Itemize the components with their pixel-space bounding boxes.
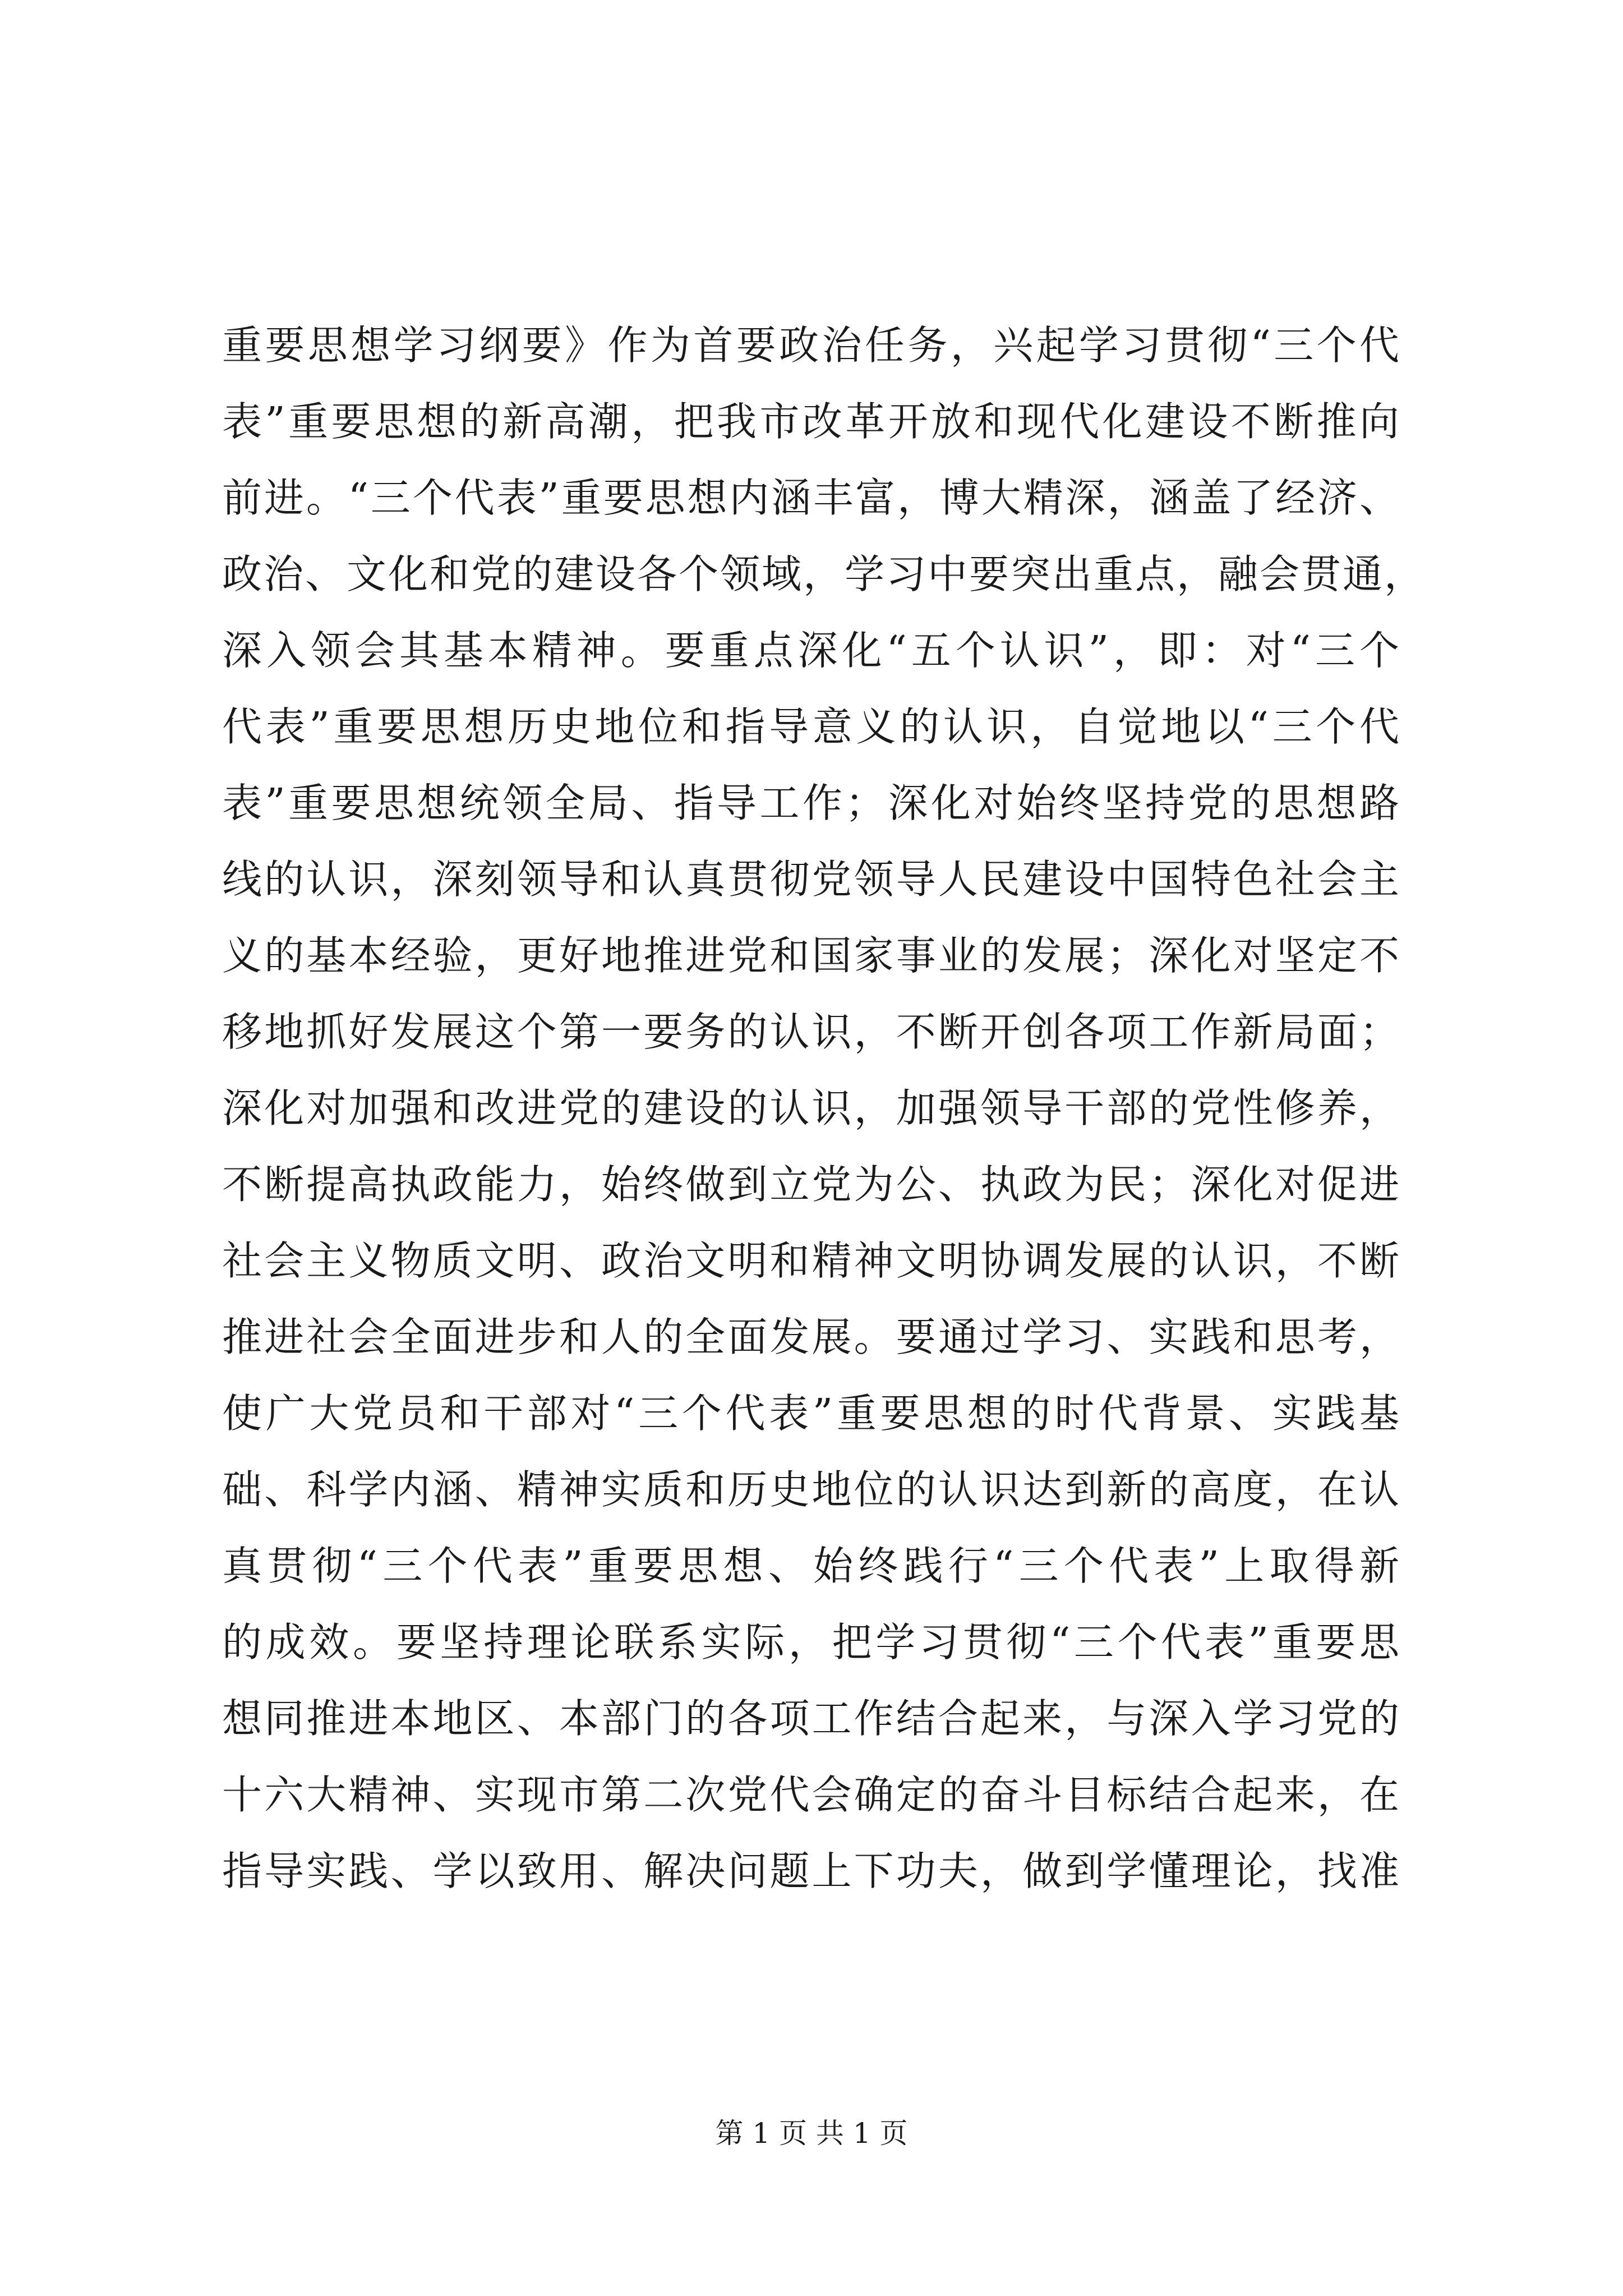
text-line: 线的认识，深刻领导和认真贯彻党领导人民建设中国特色社会主	[222, 856, 1401, 903]
text-line: 政治、文化和党的建设各个领域，学习中要突出重点，融会贯通，	[222, 551, 1426, 597]
text-line: 深入领会其基本精神。要重点深化“五个认识”，即：对“三个	[222, 627, 1401, 674]
text-line: 不断提高执政能力，始终做到立党为公、执政为民；深化对促进	[222, 1161, 1401, 1208]
text-line: 表”重要思想统领全局、指导工作；深化对始终坚持党的思想路	[222, 780, 1401, 826]
text-line: 推进社会全面进步和人的全面发展。要通过学习、实践和思考，	[222, 1314, 1401, 1360]
text-line: 的成效。要坚持理论联系实际，把学习贯彻“三个代表”重要思	[222, 1619, 1401, 1665]
text-line: 移地抓好发展这个第一要务的认识，不断开创各项工作新局面；	[222, 1009, 1401, 1055]
text-line: 础、科学内涵、精神实质和历史地位的认识达到新的高度，在认	[222, 1466, 1401, 1513]
text-line: 代表”重要思想历史地位和指导意义的认识，自觉地以“三个代	[222, 703, 1401, 750]
text-line: 重要思想学习纲要》作为首要政治任务，兴起学习贯彻“三个代	[222, 322, 1401, 369]
text-line: 义的基本经验，更好地推进党和国家事业的发展；深化对坚定不	[222, 932, 1401, 979]
text-line: 表”重要思想的新高潮，把我市改革开放和现代化建设不断推向	[222, 398, 1401, 445]
text-line: 深化对加强和改进党的建设的认识，加强领导干部的党性修养，	[222, 1085, 1401, 1131]
text-line: 前进。“三个代表”重要思想内涵丰富，博大精深，涵盖了经济、	[222, 475, 1401, 521]
page-footer	[0, 2114, 1623, 2153]
text-line: 真贯彻“三个代表”重要思想、始终践行“三个代表”上取得新	[222, 1543, 1401, 1589]
body-text	[222, 307, 1426, 1910]
text-line: 十六大精神、实现市第二次党代会确定的奋斗目标结合起来，在	[222, 1772, 1401, 1818]
text-line: 想同推进本地区、本部门的各项工作结合起来，与深入学习党的	[222, 1695, 1401, 1742]
text-line: 指导实践、学以致用、解决问题上下功夫，做到学懂理论，找准	[222, 1848, 1401, 1894]
page-number-label: 第 1 页 共 1 页	[715, 2117, 908, 2150]
text-line: 社会主义物质文明、政治文明和精神文明协调发展的认识，不断	[222, 1237, 1401, 1284]
text-line: 使广大党员和干部对“三个代表”重要思想的时代背景、实践基	[222, 1390, 1401, 1437]
